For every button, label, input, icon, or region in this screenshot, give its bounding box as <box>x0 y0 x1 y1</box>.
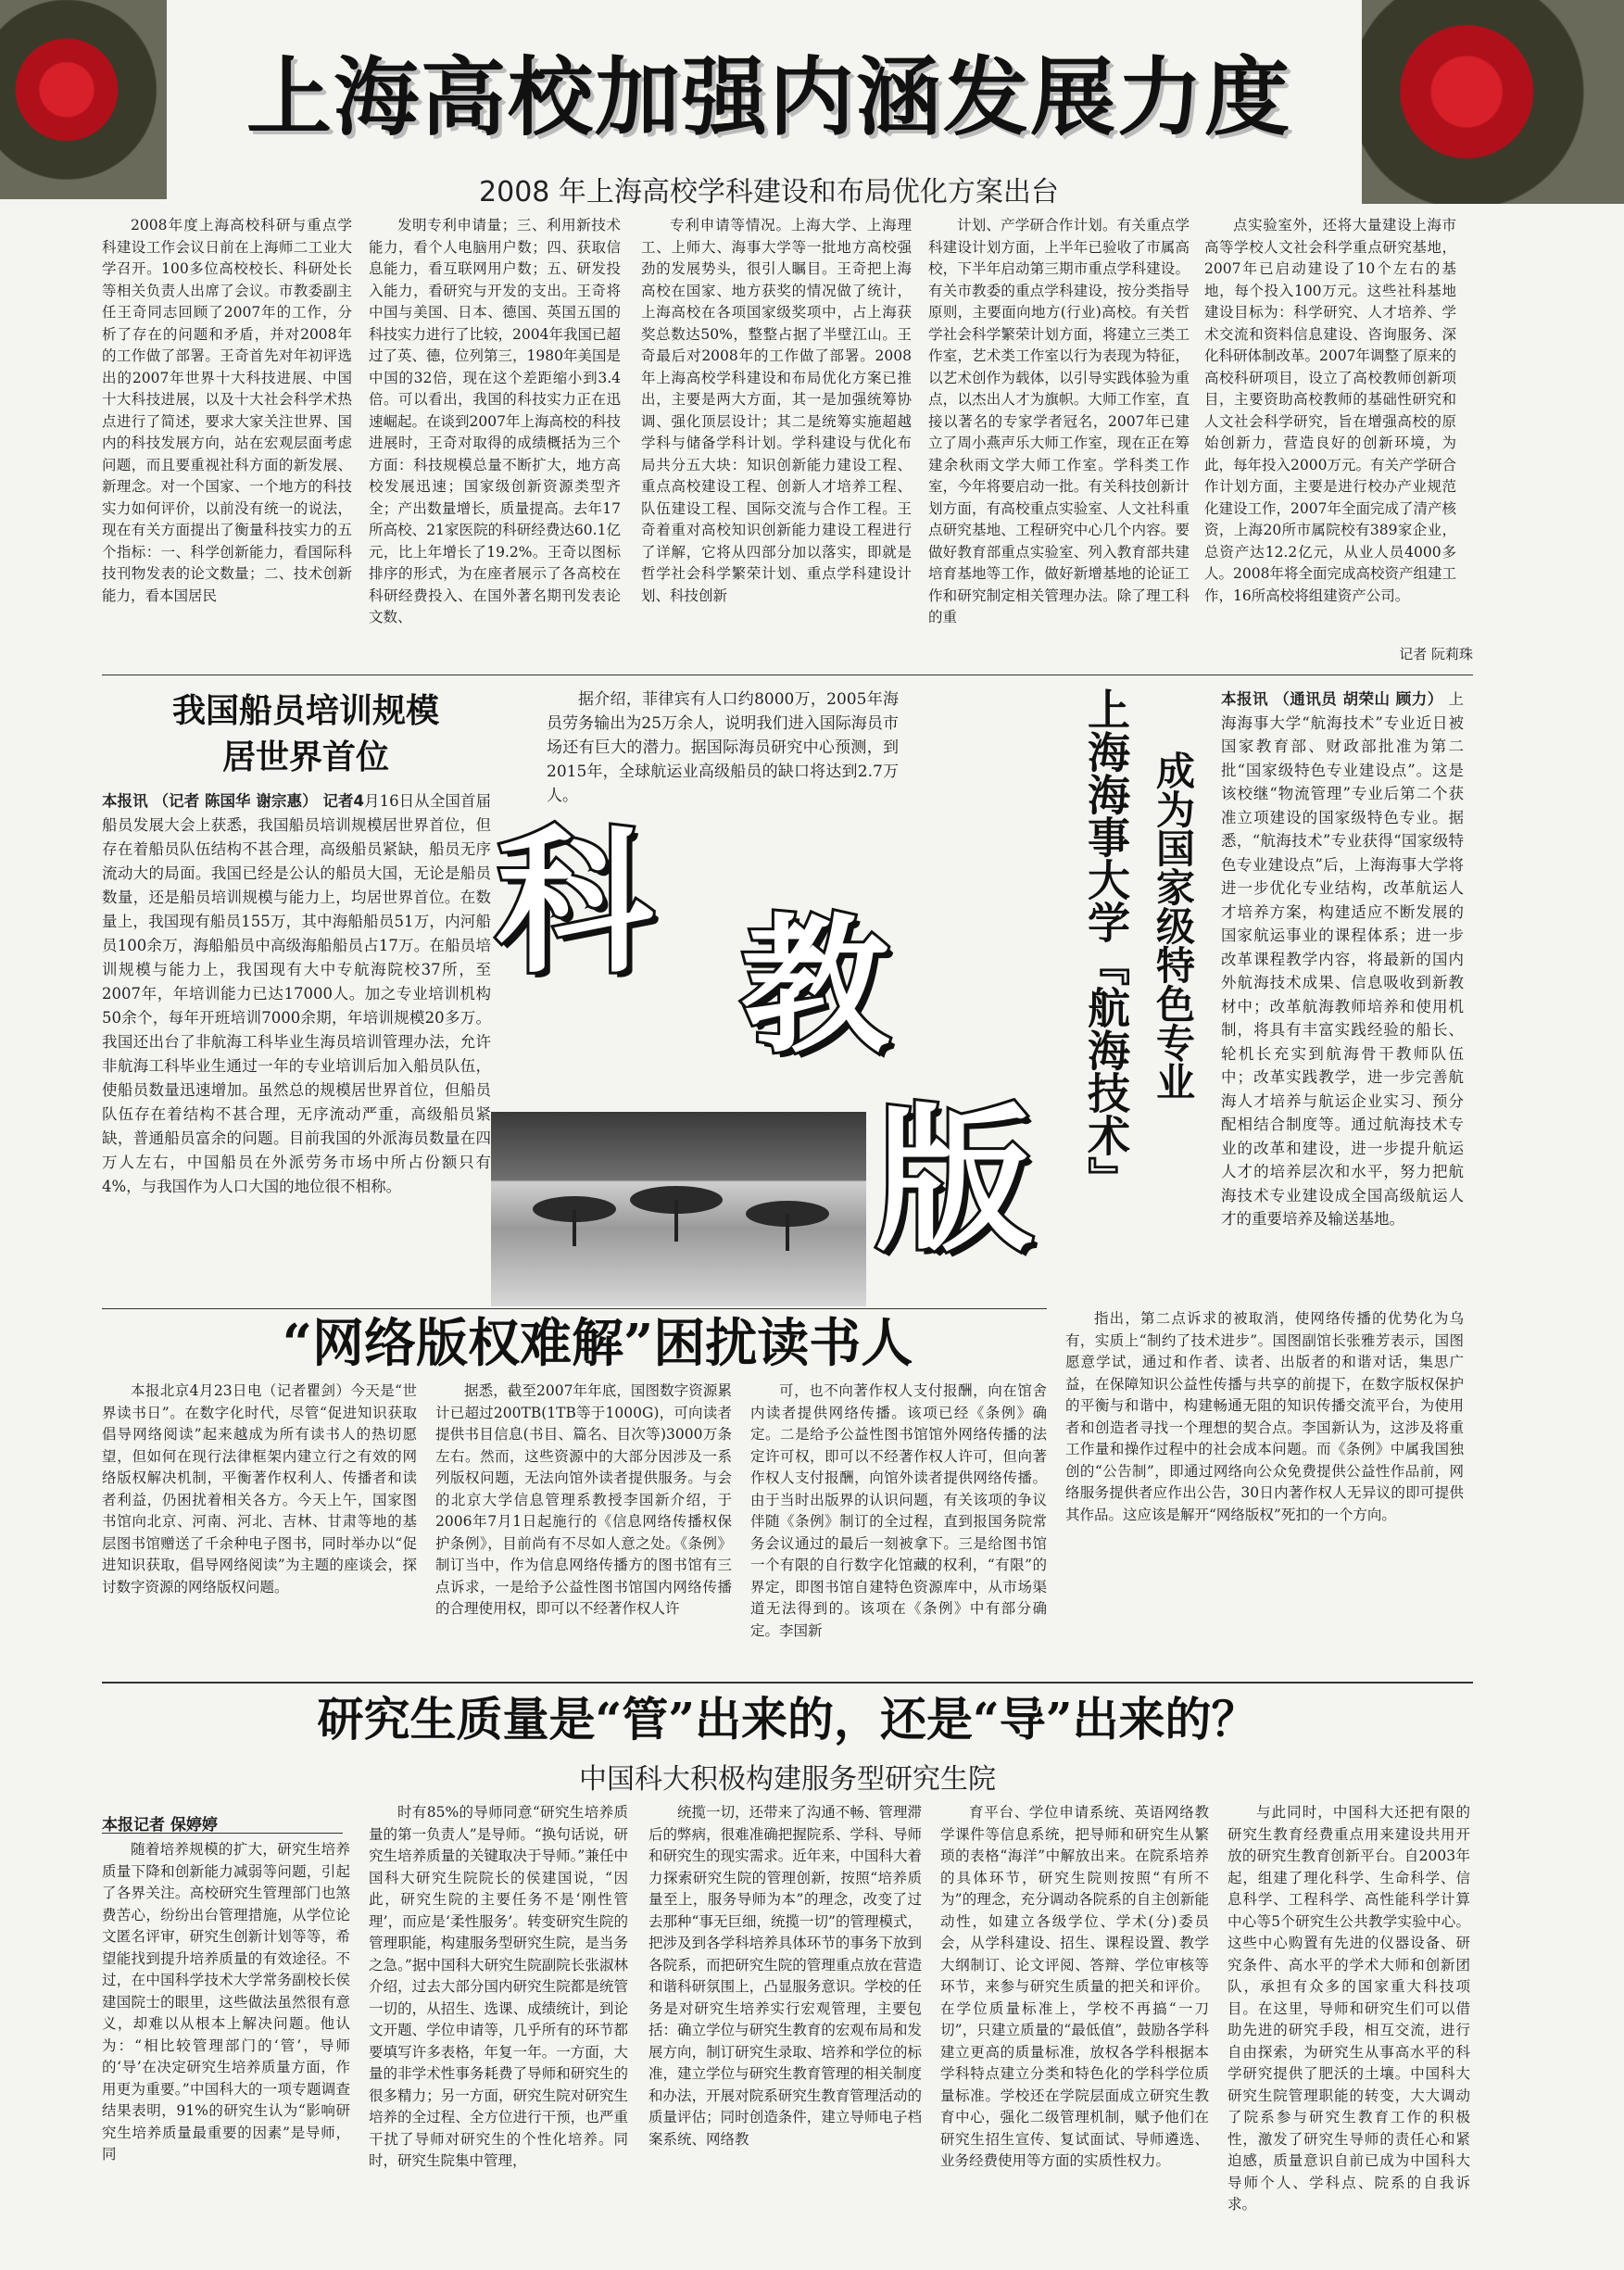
flower-photo-left <box>0 0 167 199</box>
section-char-1: 科 <box>496 812 654 995</box>
article2-body: 本报讯 （记者 陈国华 谢宗惠） 记者4月16日从全国首届船员发展大会上获悉，我国船员培训规模居世界首位，但存在着船员队伍结构不甚合理，高级船员紧缺，船员无序流动大的局面。我国已经是公认的船员大国，无论是船员数量，还是船员培训规模与能力上，均居世界首位。在数量上，我国现有船员155万，其中海船船员51万，内河船员100余万，海船船员中高级海船船员占17万。在船员培训规模与能力上，我国现有大中专航海院校37所，至2007年，年培训能力已达17000人。加之专业培训机构50余个，每年开班培训7000余期，年培训规模20多万。我国还出台了非航海工科毕业生海员培训管理办法，允许非航海工科毕业生通过一年的专业培训后加入船员队伍，使船员数量迅速增加。虽然总的规模居世界首位，但船员队伍存在着结构不甚合理，无序流动严重，高级船员紧缺，普通船员富余的问题。目前我国的外派海员数量在四万人左右，中国船员在外派劳务市场中所占份额只有4%，与我国作为人口大国的地位很不相称。 <box>102 792 491 1195</box>
article3-body: 本报讯 （通讯员 胡荣山 顾力） 上海海事大学“航海技术”专业近日被国家教育部、财政部批准为第二批“国家级特色专业建设点”。这是该校继“物流管理”专业后第二个获准立项建设的国家级特色专业。据悉，“航海技术”专业获得“国家级特色专业建设点”后，上海海事大学将进一步优化专业结构，改革航运人才培养方案，构建适应不断发展的国家航运事业的课程体系；进一步改革课程教学内容，将最新的国内外航海技术成果、信息吸收到新教材中；改革航海教师培养和使用机制，将具有丰富实践经验的船长、轮机长充实到航海骨干教师队伍中；改革实践教学，进一步完善航海人才培养与航运企业实习、预分配相结合制度等。通过航海技术专业的改革和建设，进一步提升航运人才的培养层次和水平，努力把航海技术专业建设成全国高级航运人才的重要培养及输送基地。 <box>1221 690 1464 1228</box>
article5-subtitle: 中国科大积极构建服务型研究生院 <box>579 1763 996 1796</box>
article2-title-line1: 我国船员培训规模 <box>171 691 439 730</box>
article2-byline: 本报讯 （记者 陈国华 谢宗惠） 记者4 <box>102 792 365 810</box>
article4-col-2: 据悉，截至2007年年底，国图数字资源累计已超过200TB(1TB等于1000G)，可向读者提供书目信息(书目、篇名、目次等)3000万条左右。然而，这些资源中的大部分因涉及一系列版权问题，无法向馆外读者提供服务。与会的北京大学信息管理系教授李国新介绍，于2006年7月1日起施行的《信息网络传播权保护条例》，目前尚有不尽如人意之处。《条例》制订当中，作为信息网络传播方的图书馆有三点诉求，一是给予公益性图书馆国内网络传播的合理使用权，即可以不经著作权人许 <box>435 1382 732 1617</box>
section-char-2: 教 <box>741 900 890 1073</box>
article3-title-b: 成为国家级特色专业 <box>1151 750 1196 1101</box>
page-subheadline: 2008 年上海高校学科建设和布局优化方案出台 <box>479 176 1059 208</box>
article5-byline: 本报记者 保婷婷 <box>102 1811 343 1834</box>
article1-col-3: 专利申请等情况。上海大学、上海理工、上师大、海事大学等一批地方高校强劲的发展势头，很引人瞩目。王奇把上海高校在国家、地方获奖的情况做了统计，上海高校在各项国家级奖项中，占上海获奖总数达50%，整整占据了半壁江山。王奇最后对2008年的工作做了部署。2008年上海高校学科建设和布局优化方案已推出，主要是两大方面，其一是加强统筹协调、强化顶层设计；其二是统筹实施超越学科与储备学科计划。学科建设与优化布局共分五大块：知识创新能力建设工程、重点高校建设工程、创新人才培养工程、队伍建设工程、国际交流与合作工程。王奇着重对高校知识创新能力建设工程进行了详解，它将从四部分加以落实，即就是哲学社会科学繁荣计划、重点学科建设计划、科技创新 <box>641 217 912 604</box>
flower-photo-right <box>1362 0 1624 204</box>
article1-author: 记者 阮莉珠 <box>1399 646 1473 662</box>
divider-3 <box>102 1682 1473 1684</box>
section-char-3: 版 <box>875 1090 1034 1273</box>
article2-extra: 据介绍，菲律宾有人口约8000万，2005年海员劳务输出为25万余人，说明我们进入国际海员市场还有巨大的潜力。据国际海员研究中心预测，到2015年，全球航运业高级船员的缺口将达到2.7万人。 <box>547 690 899 805</box>
article4-col-4: 指出，第二点诉求的被取消，使网络传播的优势化为乌有，实质上“制约了技术进步”。国图副馆长张雅芳表示，国图愿意学试，通过和作者、读者、出版者的和谐对话，集思广益，在保障知识公益性传播与共享的前提下，在数字版权保护的平衡与和谐中，构建畅通无阻的知识传播交流平台，为使用者和创造者寻找一个理想的契合点。李国新认为，这涉及将重工作量和操作过程中的社会成本问题。而《条例》中属我国独创的“公告制”，即通过网络向公众免费提供公益性作品前，网络服务提供者应作出公告，30日内著作权人无异议的即可提供其作品。这应该是解开“网络版权”死扣的一个方向。 <box>1065 1310 1464 1523</box>
article5-col-5: 与此同时，中国科大还把有限的研究生教育经费重点用来建设共用开放的研究生教育创新平台。自2003年起，组建了理化科学、生命科学、信息科学、工程科学、高性能科学计算中心等5个研究生公共教学实验中心。这些中心购置有先进的仪器设备、研究条件、高水平的学术大师和创新团队，承担有众多的国家重大科技项目。在这里，导师和研究生们可以借助先进的研究手段，相互交流，进行自由探索，为研究生从事高水平的科学研究提供了肥沃的土壤。中国科大研究生院管理职能的转变，大大调动了院系参与研究生教育工作的积极性，激发了研究生导师的责任心和紧迫感，质量意识自前已成为中国科大导师个人、学科点、院系的自我诉求。 <box>1227 1804 1470 2213</box>
article1-col-1: 2008年度上海高校科研与重点学科建设工作会议日前在上海师二工业大学召开。100多位高校校长、科研处长等相关负责人出席了会议。市教委副主任王奇同志回顾了2007年的工作，分析了存在的问题和矛盾，并对2008年的工作做了部署。王奇首先对年初评选出的2007年世界十大科技进展、中国十大科技进展，以及十大社会科学术热点进行了简述，要求大家关注世界、国内的科技发展方向，站在宏观层面考虑问题，而且要重视社科方面的新发展、新理念。对一个国家、一个地方的科技实力如何评价，以前没有统一的说法，现在有关方面提出了衡量科技实力的五个指标：一、科学创新能力，看国际科技刊物发表的论文数量；二、技术创新能力，看本国居民 <box>102 217 352 604</box>
article4-title: “网络版权难解”困扰读书人 <box>282 1313 913 1374</box>
article3-byline: 本报讯 （通讯员 胡荣山 顾力） <box>1221 690 1443 708</box>
article5-col-2: 时有85%的导师同意“研究生培养质量的第一负责人”是导师。“换句话说，研究生培养质量的关键取决于导师。”兼任中国科大研究生院院长的侯建国说，“因此，研究生院的主要任务不是‘刚性管理’，而应是‘柔性服务’。转变研究生院的管理职能，构建服务型研究生院，是当务之急。”据中国科大研究生院副院长张淑林介绍，过去大部分国内研究生院都是统管一切的，从招生、选课、成绩统计，到论文开题、学位申请等，几乎所有的环节都要填写许多表格，年复一年。一方面，大量的非学术性事务耗费了导师和研究生的很多精力；另一方面，研究生院对研究生培养的全过程、全方位进行干预，也严重干扰了导师对研究生的个性化培养。同时，研究生院集中管理， <box>369 1804 628 2169</box>
article5-col-4: 育平台、学位申请系统、英语网络教学课件等信息系统，把导师和研究生从繁琐的表格“海洋”中解放出来。在院系培养的具体环节，研究生院则按照“有所不为”的理念，充分调动各院系的自主创新能动性，如建立各级学位、学术(分)委员会，从学科建设、招生、课程设置、教学大纲制订、论文评阅、答辩、学位审核等环节，来参与研究生质量的把关和评价。在学位质量标准上，学校不再搞“一刀切”，只建立质量的“最低值”，鼓励各学科建立更高的质量标准，放权各学科根据本学科特点建立分类和特色化的学科学位质量标准。学校还在学院层面成立研究生教育中心，强化二级管理机制，赋予他们在研究生招生宣传、复试面试、导师遴选、业务经费使用等方面的实质性权力。 <box>940 1804 1209 2169</box>
article3-title-a: 上海海事大学『航海技术』 <box>1081 687 1131 1199</box>
divider-2 <box>102 1308 1047 1309</box>
article1-col-5: 点实验室外，还将大量建设上海市高等学校人文社会科学重点研究基地，2007年已启动建设了10个左右的基地，每个投入100万元。这些社科基地建设目标为：科学研究、人才培养、学术交流和资料信息建设、咨询服务、深化科研体制改革。2007年调整了原来的高校科研项目，设立了高校教师创新项目，主要资助高校教师的基础性研究和人文社会科学研究，旨在增强高校的原始创新力，营造良好的创新环境，为此，每年投入2000万元。有关产学研合作计划方面，主要是进行校办产业规范化建设工作，2007年全面完成了清产核资，上海20所市属院校有389家企业，总资产达12.2亿元，从业人员4000多人。2008年将全面完成高校资产组建工作，16所高校将组建资产公司。 <box>1204 217 1456 604</box>
article2-title-line2: 居世界首位 <box>221 738 389 776</box>
article5-col-3: 统揽一切，还带来了沟通不畅、管理滞后的弊病，很难准确把握院系、学科、导师和研究生的现实需求。近年来，中国科大着力探索研究生院的管理创新，按照“培养质量至上，服务导师为本”的理念，改变了过去那种“事无巨细，统揽一切”的管理模式，把涉及到各学科培养具体环节的事务下放到各院系，而把研究生院的管理重点放在营造和谐科研氛围上，凸显服务意识。学校的任务是对研究生培养实行宏观管理，主要包括：确立学位与研究生教育的宏观布局和发展方向，制订研究生录取、培养和学位的标准，建立学位与研究生教育管理的相关制度和办法，开展对院系研究生教育管理活动的质量评估；同时创造条件，建立导师电子档案系统、网络教 <box>648 1804 922 2148</box>
beach-photo <box>491 1112 866 1306</box>
article4-col-1: 本报北京4月23日电（记者瞿剑）今天是“世界读书日”。在数字化时代，尽管“促进知识获取 倡导网络阅读”起来越成为所有读书人的热切愿望，但如何在现行法律框架内建立行之有效的网络版权解决机制，平衡著作权利人、传播者和读者利益，仍困扰着相关各方。今天上午，国家图书馆向北京、河南、河北、吉林、甘肃等地的基层图书馆赠送了千余种电子图书，同时举办以“促进知识获取，倡导网络阅读”为主题的座谈会，探讨数字资源的网络版权问题。 <box>102 1382 417 1595</box>
article1-col-4: 计划、产学研合作计划。有关重点学科建设计划方面，上半年已验收了市属高校，下半年启动第三期市重点学科建设。有关市教委的重点学科建设，按分类指导原则，主要面向地方(行业)高校。有关哲学社会科学繁荣计划方面，将建立三类工作室，艺术类工作室以行为表现为特征，以艺术创作为载体，以引导实践体验为重点，以杰出人才为旗帜。大师工作室，直接以著名的专家学者冠名，2007年已建立了周小燕声乐大师工作室，现在正在筹建余秋雨文学大师工作室。学科类工作室，今年将要启动一批。有关科技创新计划方面，有高校重点实验室、人文社科重点研究基地、工程研究中心几个内容。要做好教育部重点实验室、列入教育部共建培育基地等工作，做好新增基地的论证工作和研究制定相关管理办法。除了理工科的重 <box>928 217 1190 625</box>
umbrella-shapes <box>491 1112 866 1306</box>
page-headline: 上海高校加强内涵发展力度 <box>245 48 1291 147</box>
article4-col-3: 可，也不向著作权人支付报酬，向在馆舍内读者提供网络传播。该项已经《条例》确定。二是给予公益性图书馆馆外网络传播的法定许可权，即可以不经著作权人许可，但向著作权人支付报酬，向馆外读者提供网络传播。由于当时出版界的认识问题，有关该项的争议伴随《条例》制订的全过程，直到报国务院常务会议通过的最后一刻被拿下。三是给图书馆一个有限的自行数字化馆藏的权利，“有限”的界定，即图书馆自建特色资源库中，从市场渠道无法得到的。该项在《条例》中有部分确定。李国新 <box>750 1382 1047 1639</box>
article5-col-1: 随着培养规模的扩大，研究生培养质量下降和创新能力减弱等问题，引起了各界关注。高校研究生管理部门也煞费苦心，纷纷出台管理措施，从学位论文匿名评审，研究生创新计划等等，希望能找到提升培养质量的有效途径。不过，在中国科学技术大学常务副校长侯建国院士的眼里，这些做法虽然很有意义，却难以从根本上解决问题。他认为：“相比较管理部门的‘管’，导师的‘导’在决定研究生培养质量方面，作用更为重要。”中国科大的一项专题调查结果表明，91%的研究生认为“影响研究生培养质量最重要的因素”是导师，同 <box>102 1841 350 2163</box>
article5-title: 研究生质量是“管”出来的，还是“导”出来的？ <box>317 1692 1258 1747</box>
article1-col-2: 发明专利申请量；三、利用新技术能力，看个人电脑用户数；四、获取信息能力，看互联网用户数；五、研发投入能力，看研究与开发的支出。王奇将中国与美国、日本、德国、英国五国的科技实力进行了比较，2004年我国已超过了英、德，位列第三，1980年美国是中国的32倍，现在这个差距缩小到3.4倍。可以看出，我国的科技实力正在迅速崛起。在谈到2007年上海高校的科技进展时，王奇对取得的成绩概括为三个方面：科技规模总量不断扩大，地方高校发展迅速；国家级创新资源类型齐全；产出数量增长，质量提高。去年17所高校、21家医院的科研经费达60.1亿元，比上年增长了19.2%。王奇以图标排序的形式，为在座者展示了各高校在科研经费投入、在国外著名期刊发表论文数、 <box>369 217 621 625</box>
